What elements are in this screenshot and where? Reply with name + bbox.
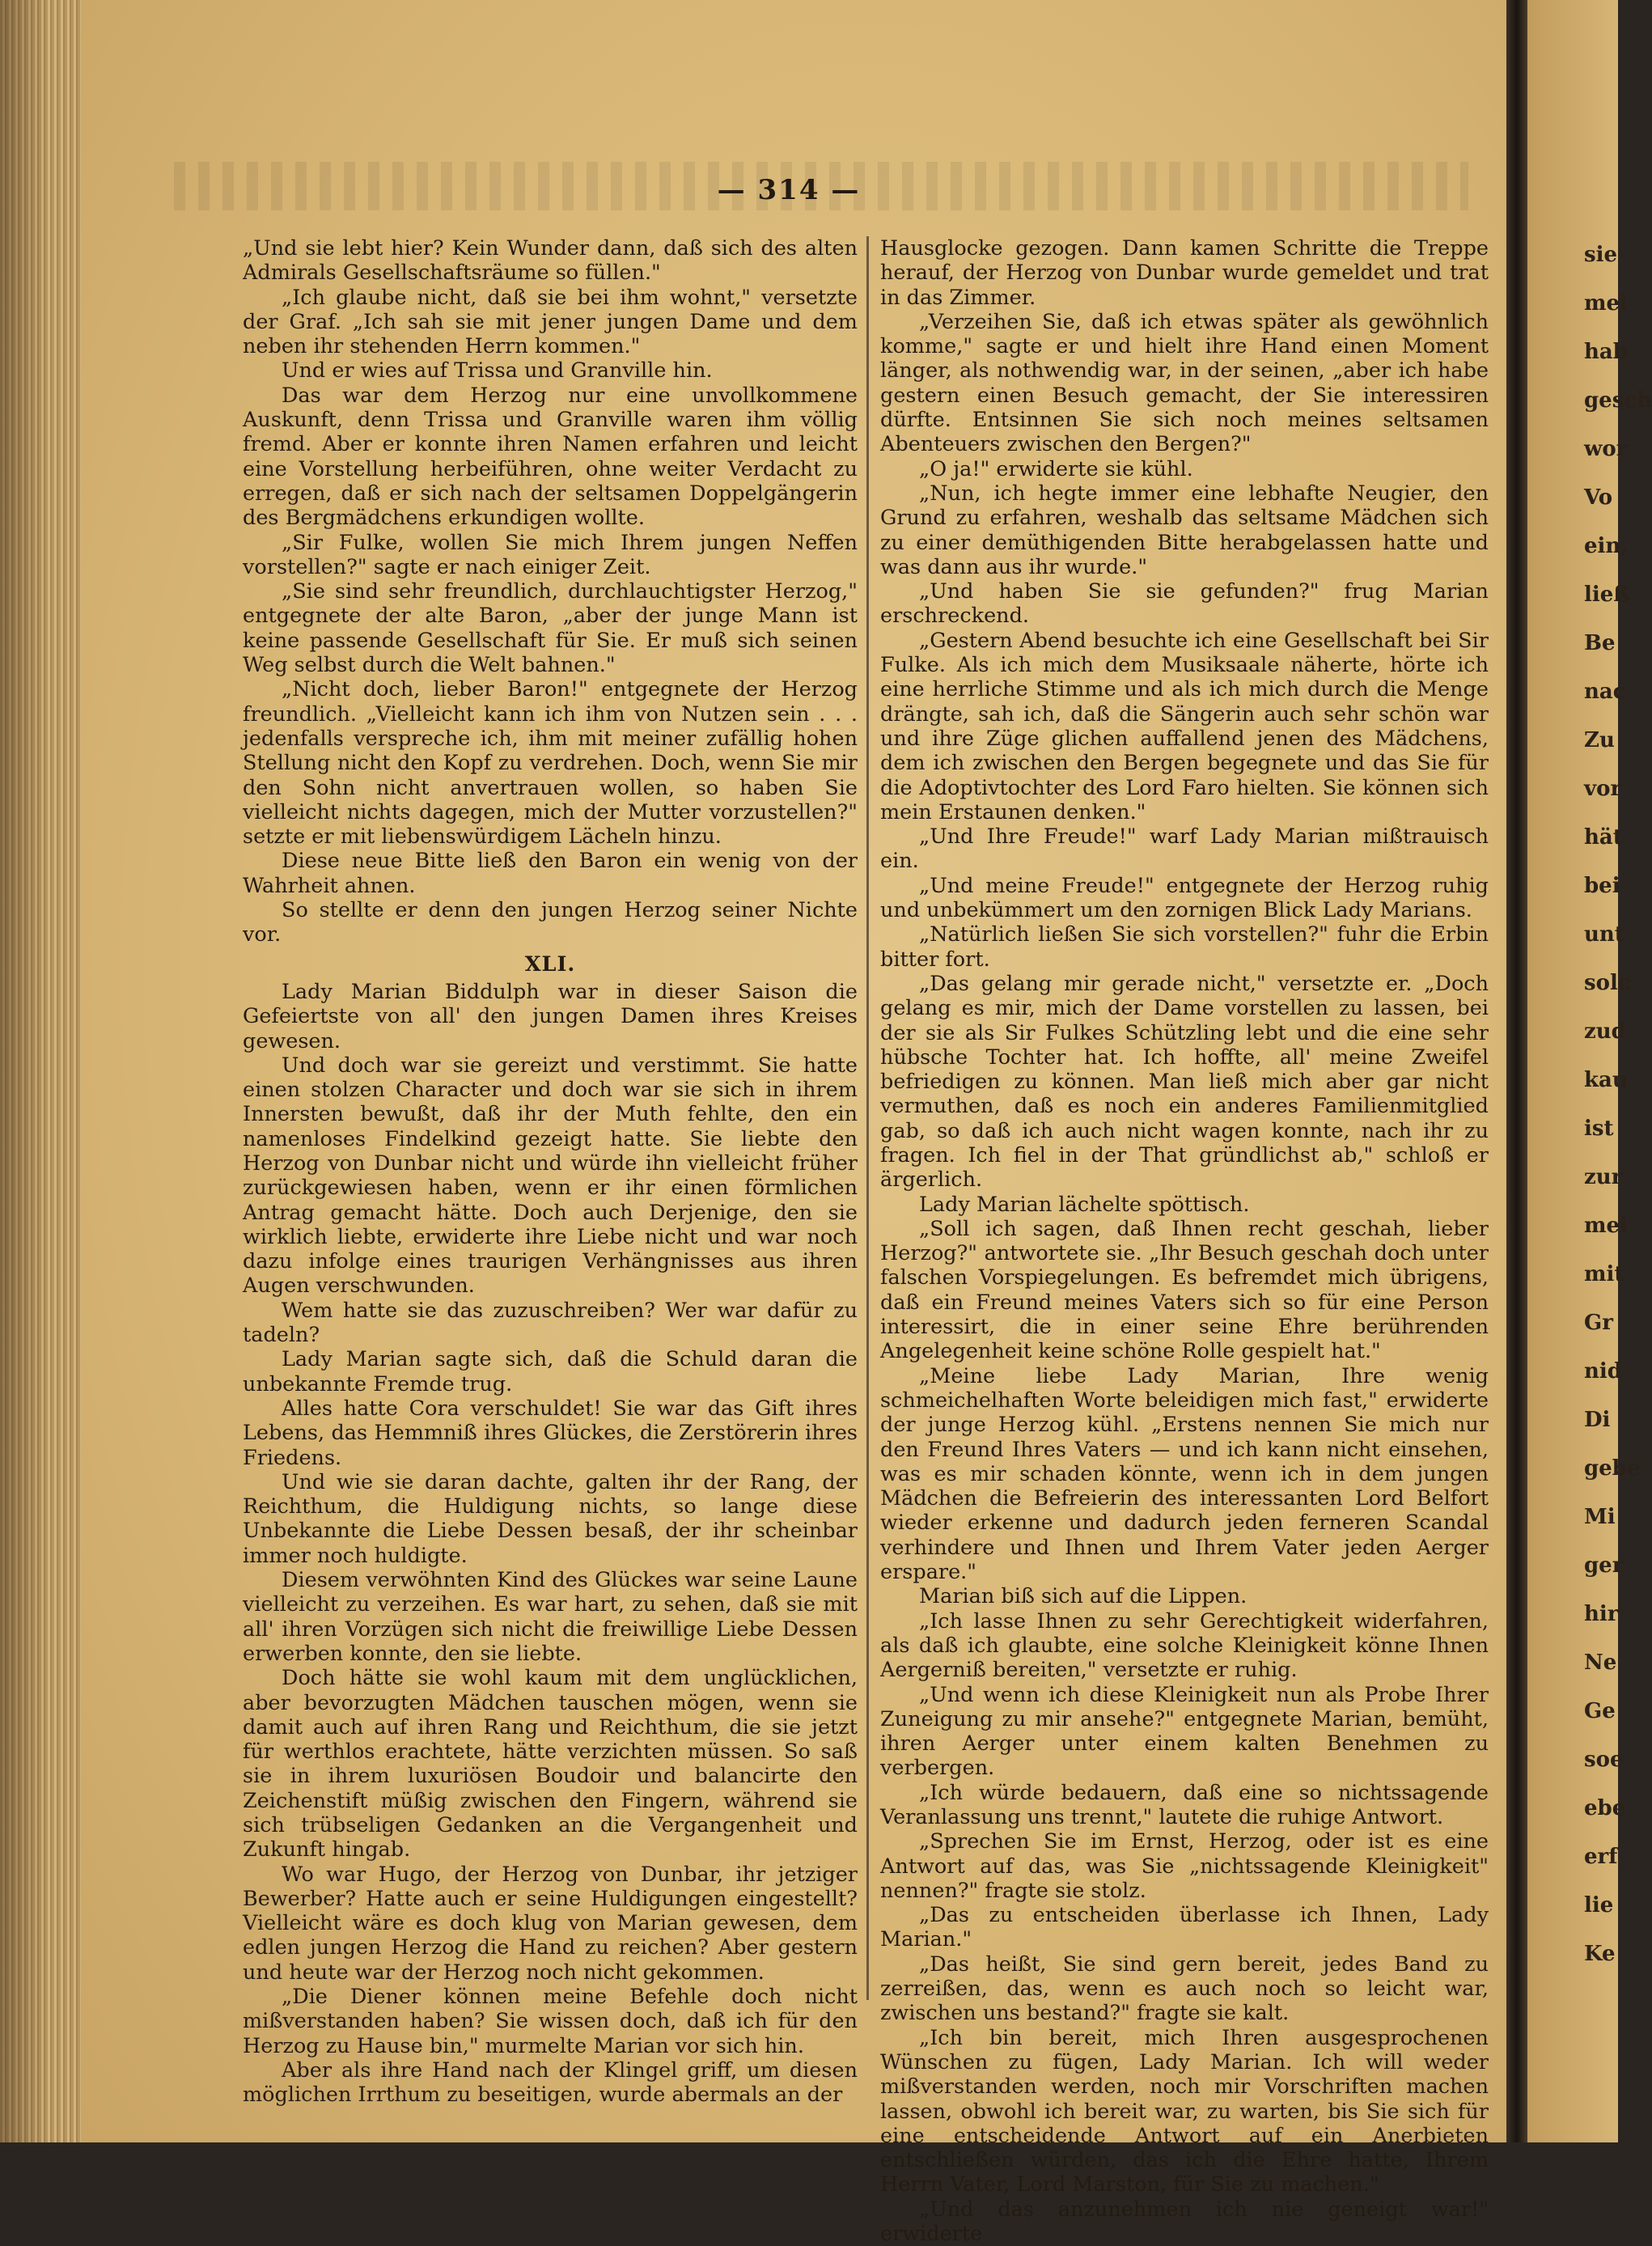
paragraph: Wem hatte sie das zuzuschreiben? Wer war dafür zu tadeln?	[243, 1298, 858, 1348]
paragraph: „Und wenn ich diese Kleinigkeit nun als Probe Ihrer Zuneigung zu mir ansehe?" entgegnete Marian, bemüht, ihren Aerger unter einem kalten Benehmen zu verbergen.	[880, 1682, 1489, 1781]
text-fragment: mei	[1584, 1214, 1628, 1238]
paragraph: „Und sie lebt hier? Kein Wunder dann, daß sich des alten Admirals Gesellschaftsräume so füllen."	[243, 236, 858, 286]
text-fragment: mit	[1584, 1262, 1624, 1286]
text-fragment: Di	[1584, 1408, 1611, 1432]
text-fragment: ein,	[1584, 534, 1629, 558]
paragraph: Doch hätte sie wohl kaum mit dem unglücklichen, aber bevorzugten Mädchen tauschen mögen, wenn sie damit auch auf ihren Rang und Reichthum, die sie jetzt für werthlos erachtete, hätte verzichten müssen. So saß sie in ihrem luxuriösen Boudoir und balancirte den Zeichenstift müßig zwischen den Fingern, während sie sich trübseligen Gedanken an die Vergangenheit und Zukunft hingab.	[243, 1666, 858, 1862]
paragraph: Alles hatte Cora verschuldet! Sie war das Gift ihres Lebens, das Hemmniß ihres Glückes, die Zerstörerin ihres Friedens.	[243, 1396, 858, 1470]
text-fragment: Be	[1584, 631, 1616, 655]
text-fragment: ebe	[1584, 1796, 1626, 1820]
paragraph: „Soll ich sagen, daß Ihnen recht geschah, lieber Herzog?" antwortete sie. „Ihr Besuch geschah doch unter falschen Vorspiegelungen. Es befremdet mich übrigens, daß ein Freund meines Vaters sich so für eine Person interessirt, die in einer seine Ehre berührenden Angelegenheit keine schöne Rolle gespielt hat."	[880, 1216, 1489, 1364]
text-fragment: vor	[1584, 777, 1622, 801]
paragraph: Lady Marian Biddulph war in dieser Saison die Gefeiertste von all' den jungen Damen ihres Kreises gewesen.	[243, 979, 858, 1053]
text-fragment: Zu	[1584, 728, 1615, 752]
text-fragment: kau	[1584, 1068, 1628, 1092]
paragraph: Diesem verwöhnten Kind des Glückes war seine Laune vielleicht zu verzeihen. Es war hart, zu sehen, daß sie mit all' ihren Vorzügen sich nicht die freiwillige Liebe Dessen erwerben konnte, den sie liebte.	[243, 1568, 858, 1666]
paragraph: Marian biß sich auf die Lippen.	[919, 1584, 1247, 1609]
text-fragment: Vo	[1584, 485, 1613, 510]
text-fragment: nac	[1584, 680, 1626, 704]
paragraph: „Nun, ich hegte immer eine lebhafte Neugier, den Grund zu erfahren, weshalb das seltsame Mädchen sich zu einer demüthigenden Bitte herabgelassen hatte und was dann aus ihr wurde."	[880, 481, 1489, 579]
paragraph: Und wie sie daran dachte, galten ihr der Rang, der Reichthum, die Huldigung nichts, so lange diese Unbekannte die Liebe Dessen besaß, der ihr scheinbar immer noch huldigte.	[243, 1469, 858, 1568]
text-fragment: bei	[1584, 874, 1620, 898]
paragraph: „Ich würde bedauern, daß eine so nichtssagende Veranlassung uns trennt," lautete die ruhige Antwort.	[880, 1780, 1489, 1829]
text-fragment: Ke	[1584, 1942, 1616, 1966]
paragraph: „Natürlich ließen Sie sich vorstellen?" fuhr die Erbin bitter fort.	[880, 922, 1489, 972]
text-fragment: Ne	[1584, 1651, 1617, 1675]
text-fragment: unt	[1584, 922, 1624, 947]
text-fragment: ist	[1584, 1117, 1614, 1141]
paragraph: Und er wies auf Trissa und Granville hin.	[282, 358, 713, 384]
text-fragment: ließ	[1584, 583, 1630, 607]
paragraph: Hausglocke gezogen. Dann kamen Schritte die Treppe herauf, der Herzog von Dunbar wurde gemeldet und trat in das Zimmer.	[880, 236, 1489, 310]
text-fragment: erf	[1584, 1845, 1618, 1869]
paragraph: Das war dem Herzog nur eine unvollkommene Auskunft, denn Trissa und Granville waren ihm völlig fremd. Aber er konnte ihren Namen erfahren und leicht eine Vorstellung herbeiführen, ohne weiter Verdacht zu erregen, daß er sich nach der seltsamen Doppelgängerin des Bergmädchens erkundigen wollte.	[243, 383, 858, 531]
paragraph: Aber als ihre Hand nach der Klingel griff, um diesen möglichen Irrthum zu beseitigen, wurde abermals an der	[243, 2057, 858, 2108]
paragraph: So stellte er denn den jungen Herzog seiner Nichte vor.	[243, 898, 858, 947]
text-fragment: zur	[1584, 1165, 1623, 1189]
paragraph: „Sprechen Sie im Ernst, Herzog, oder ist es eine Antwort auf das, was Sie „nichtssagende Kleinigkeit" nennen?" fragte sie stolz.	[880, 1829, 1489, 1903]
text-fragment: ger	[1584, 1553, 1624, 1578]
text-fragment: lie	[1584, 1893, 1614, 1918]
page-number: — 314 —	[717, 174, 861, 206]
text-fragment: soe	[1584, 1748, 1624, 1772]
right-column	[880, 236, 1489, 2246]
paragraph: „Die Diener können meine Befehle doch nicht mißverstanden haben? Sie wissen doch, daß ich für den Herzog zu Hause bin," murmelte Marian vor sich hin.	[243, 1985, 858, 2058]
paragraph: „Ich lasse Ihnen zu sehr Gerechtigkeit widerfahren, als daß ich glaubte, eine solche Kleinigkeit könne Ihnen Aergerniß bereiten," versetzte er ruhig.	[880, 1608, 1489, 1683]
paragraph: „Ich bin bereit, mich Ihren ausgesprochenen Wünschen zu fügen, Lady Marian. Ich will weder mißverstanden werden, noch mir Vorschriften machen lassen, obwohl ich bereit war, zu warten, bis Sie sich für eine entscheidende Antwort auf ein Anerbieten entschließen würden, das ich die Ehre hatte, Ihrem Herrn Vater, Lord Marston, für Sie zu machen."	[880, 2025, 1489, 2197]
text-fragment: gesch	[1584, 388, 1652, 413]
left-column	[243, 236, 858, 2108]
paragraph: „Das heißt, Sie sind gern bereit, jedes Band zu zerreißen, das, wenn es auch noch so leicht war, zwischen uns bestand?" fragte sie kalt.	[880, 1951, 1489, 2026]
text-fragment: gebe	[1584, 1456, 1641, 1481]
text-fragment: Mi	[1584, 1505, 1616, 1529]
paragraph: „Und das anzunehmen ich nie geneigt war!" erwiderte	[880, 2197, 1489, 2246]
paragraph: Diese neue Bitte ließ den Baron ein wenig von der Wahrheit ahnen.	[243, 849, 858, 898]
chapter-heading: XLI.	[524, 951, 576, 977]
paragraph: „Und haben Sie sie gefunden?" frug Marian erschreckend.	[880, 579, 1489, 629]
paragraph: „Ich glaube nicht, daß sie bei ihm wohnt," versetzte der Graf. „Ich sah sie mit jener jungen Dame und dem neben ihr stehenden Herrn kommen."	[243, 285, 858, 359]
text-fragment: hab	[1584, 340, 1628, 364]
book-gutter	[1506, 0, 1527, 2142]
column-divider	[866, 236, 869, 2000]
paragraph: „Gestern Abend besuchte ich eine Gesellschaft bei Sir Fulke. Als ich mich dem Musiksaale näherte, hörte ich eine herrliche Stimme und als ich mich durch die Menge drängte, sah ich, daß die Sängerin auch sehr schön war und ihre Züge glichen auffallend jenen des Mädchens, dem ich zwischen den Bergen begegnete und das Sie für die Adoptivtochter des Lord Faro hielten. Sie können sich mein Erstaunen denken."	[880, 628, 1489, 824]
book-page-stack-edge	[0, 0, 81, 2142]
text-fragment: zud	[1584, 1019, 1626, 1044]
paragraph: „Sie sind sehr freundlich, durchlauchtigster Herzog," entgegnete der alte Baron, „aber der junge Mann ist keine passende Gesellschaft für Sie. Er muß sich seinen Weg selbst durch die Welt bahnen."	[243, 579, 858, 678]
paragraph: Und doch war sie gereizt und verstimmt. Sie hatte einen stolzen Character und doch war sie sich in ihrem Innersten bewußt, daß ihr der Muth fehlte, den ein namenloses Findelkind gezeigt hatte. Sie liebte den Herzog von Dunbar nicht und würde ihn vielleicht früher zurückgewiesen haben, wenn er ihr einen förmlichen Antrag gemacht hätte. Doch auch Derjenige, den sie wirklich liebte, erwiderte ihre Liebe nicht und war noch dazu infolge eines traurigen Verhängnisses aus ihren Augen verschwunden.	[243, 1053, 858, 1299]
text-fragment: hät	[1584, 825, 1623, 850]
paragraph: „Verzeihen Sie, daß ich etwas später als gewöhnlich komme," sagte er und hielt ihre Hand einen Moment länger, als nothwendig war, in der seinen, „aber ich habe gestern einen Besuch gemacht, der Sie interessiren dürfte. Entsinnen Sie sich noch meines seltsamen Abenteuers zwischen den Bergen?"	[880, 309, 1489, 457]
paragraph: „Sir Fulke, wollen Sie mich Ihrem jungen Neffen vorstellen?" sagte er nach einiger Zeit.	[243, 530, 858, 579]
text-fragment: solc	[1584, 971, 1631, 995]
paragraph: „Das gelang mir gerade nicht," versetzte er. „Doch gelang es mir, mich der Dame vorstellen zu lassen, bei der sie als Sir Fulkes Schützling lebt und die eine sehr hübsche Tochter hat. Ich hoffte, all' meine Zweifel befriedigen zu können. Man ließ mich aber gar nicht vermuthen, daß es noch ein anderes Familienmitglied gab, so daß ich auch nicht wagen konnte, nach ihr zu fragen. Ich fiel in der That gründlichst ab," schloß er ärgerlich.	[880, 971, 1489, 1193]
paragraph: Lady Marian sagte sich, daß die Schuld daran die unbekannte Fremde trug.	[243, 1347, 858, 1396]
text-fragment: Gr	[1584, 1311, 1613, 1335]
paragraph: „Meine liebe Lady Marian, Ihre wenig schmeichelhaften Worte beleidigen mich fast," erwiderte der junge Herzog kühl. „Erstens nennen Sie mich nur den Freund Ihres Vaters — und ich kann nicht einsehen, was es mir schaden könnte, wenn ich in dem jungen Mädchen die Befreierin des interessanten Lord Belfort wieder erkenne und dadurch jeden ferneren Scandal verhindere und Ihnen und Ihrem Vater jeden Aerger erspare."	[880, 1363, 1489, 1585]
paragraph: „O ja!" erwiderte sie kühl.	[919, 456, 1193, 481]
text-fragment: mei	[1584, 291, 1628, 316]
paragraph: Wo war Hugo, der Herzog von Dunbar, ihr jetziger Bewerber? Hatte auch er seine Huldigungen eingestellt? Vielleicht wäre es doch klug von Marian gewesen, dem edlen jungen Herzog die Hand zu reichen? Aber gestern und heute war der Herzog noch nicht gekommen.	[243, 1862, 858, 1985]
text-fragment: nid	[1584, 1359, 1622, 1384]
paragraph: „Das zu entscheiden überlasse ich Ihnen, Lady Marian."	[880, 1903, 1489, 1952]
paragraph: „Nicht doch, lieber Baron!" entgegnete der Herzog freundlich. „Vielleicht kann ich ihm von Nutzen sein . . . jedenfalls verspreche ich, ihm mit meiner zufällig hohen Stellung nicht den Kopf zu verdrehen. Doch, wenn Sie mir den Sohn nicht anvertrauen wollen, so haben Sie vielleicht nichts dagegen, mich der Mutter vorzustellen?" setzte er mit liebenswürdigem Lächeln hinzu.	[243, 677, 858, 850]
text-fragment: Ge	[1584, 1699, 1616, 1723]
paragraph: „Und meine Freude!" entgegnete der Herzog ruhig und unbekümmert um den zornigen Blick Lady Marians.	[880, 873, 1489, 923]
paragraph: Lady Marian lächelte spöttisch.	[919, 1192, 1250, 1217]
paragraph: „Und Ihre Freude!" warf Lady Marian mißtrauisch ein.	[880, 824, 1489, 874]
text-fragment: hir	[1584, 1602, 1619, 1626]
text-fragment: wor	[1584, 437, 1628, 461]
text-fragment: sie	[1584, 243, 1618, 267]
